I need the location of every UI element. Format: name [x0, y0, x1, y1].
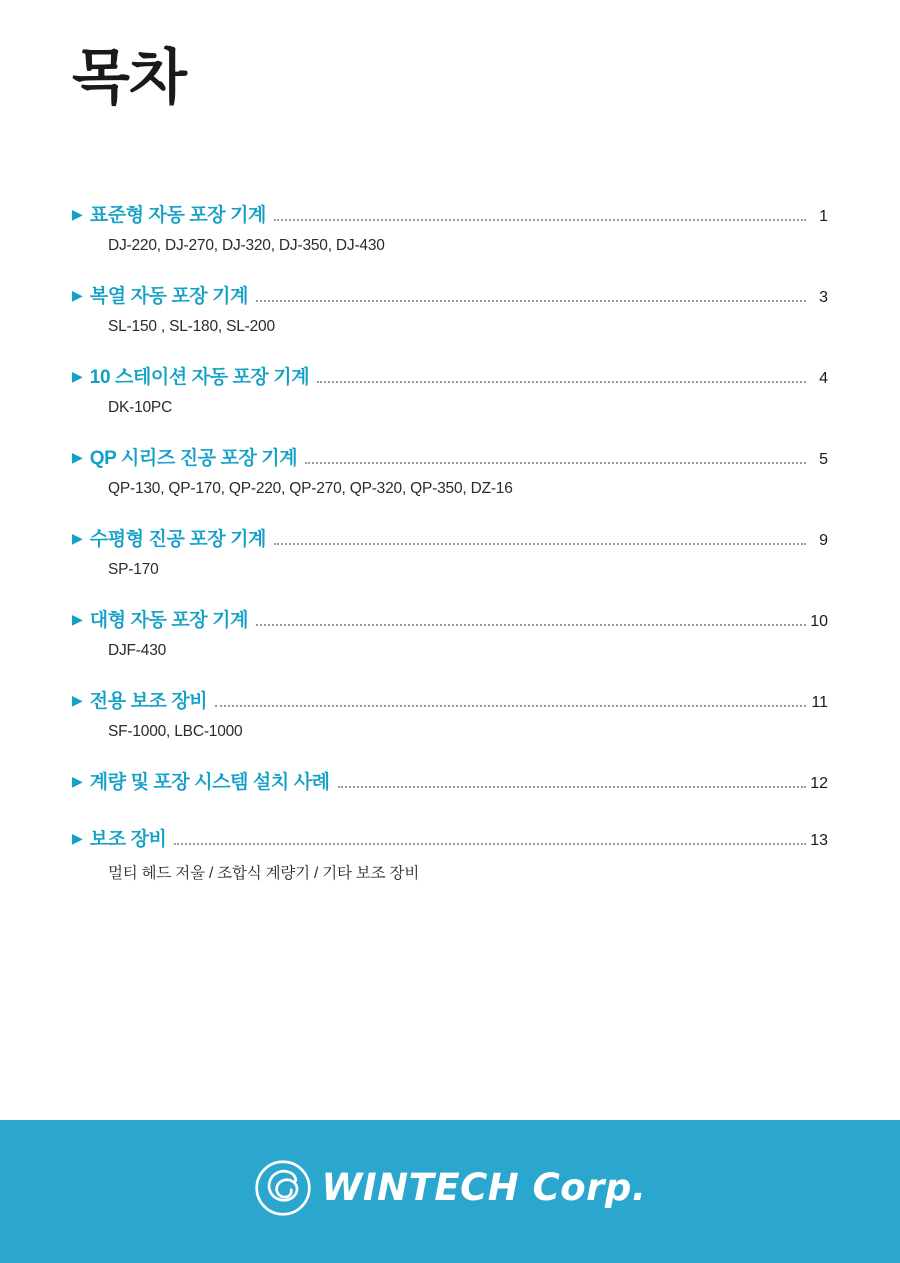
toc-entry: [72, 605, 828, 660]
toc-page-number: 9: [819, 532, 828, 549]
toc-leader-dots: [256, 299, 806, 302]
toc-page-number: 13: [810, 832, 828, 849]
toc-page-number: 12: [810, 775, 828, 792]
toc-entry: [72, 443, 828, 498]
toc-entry-label: 전용 보조 장비: [89, 691, 208, 712]
toc-entry-models: SP-170: [108, 561, 159, 578]
toc-entry-label: 10 스테이션 자동 포장 기계: [89, 367, 310, 388]
toc-entry-spacer: [72, 794, 828, 820]
toc-entry-row[interactable]: [72, 443, 828, 470]
triangle-right-icon: ▶: [72, 530, 83, 546]
toc-leader-dots: [305, 461, 806, 464]
triangle-right-icon: ▶: [72, 449, 83, 465]
toc-entry-row[interactable]: [72, 524, 828, 551]
toc-page-number: 1: [819, 208, 828, 225]
toc-entry: [72, 362, 828, 417]
toc-entry-models: DK-10PC: [108, 399, 173, 416]
toc-page-number: 11: [811, 694, 828, 711]
toc-entry-row[interactable]: [72, 767, 828, 794]
triangle-right-icon: ▶: [72, 611, 83, 627]
toc-entry-label: 계량 및 포장 시스템 설치 사례: [89, 772, 330, 793]
toc-entry-label: 복열 자동 포장 기계: [89, 286, 249, 307]
toc-entry-models: SL-150 , SL-180, SL-200: [108, 318, 275, 335]
toc-entry-row[interactable]: [72, 362, 828, 389]
logo-wordmark: WINTECH Corp.: [321, 1166, 647, 1209]
toc-entry: [72, 686, 828, 741]
page-footer: [0, 1120, 900, 1263]
triangle-right-icon: ▶: [72, 287, 83, 303]
toc-leader-dots: [215, 704, 806, 707]
triangle-right-icon: ▶: [72, 368, 83, 384]
toc-entry-label: 보조 장비: [89, 829, 167, 850]
toc-entry-row[interactable]: [72, 686, 828, 713]
toc-entry-label: QP 시리즈 진공 포장 기계: [89, 448, 298, 469]
toc-entry-models: DJ-220, DJ-270, DJ-320, DJ-350, DJ-430: [108, 237, 385, 254]
toc-leader-dots: [256, 623, 806, 626]
triangle-right-icon: ▶: [72, 773, 83, 789]
spiral-shell-icon: [254, 1159, 312, 1217]
toc-entry-models: DJF-430: [108, 642, 167, 659]
toc-leader-dots: [174, 842, 806, 845]
page-title: 목차: [72, 44, 186, 111]
toc-entry-row[interactable]: [72, 605, 828, 632]
triangle-right-icon: ▶: [72, 692, 83, 708]
table-of-contents: [72, 200, 828, 909]
toc-entry-models: QP-130, QP-170, QP-220, QP-270, QP-320, QP-350, DZ-16: [108, 480, 513, 497]
toc-entry-row[interactable]: [72, 281, 828, 308]
toc-entry: [72, 824, 828, 883]
toc-entry: [72, 767, 828, 820]
toc-leader-dots: [274, 542, 806, 545]
toc-entry: [72, 200, 828, 255]
toc-leader-dots: [338, 785, 806, 788]
toc-page-number: 4: [819, 370, 828, 387]
triangle-right-icon: ▶: [72, 830, 83, 846]
toc-entry-row[interactable]: [72, 200, 828, 227]
toc-leader-dots: [274, 218, 806, 221]
toc-entry: [72, 524, 828, 579]
toc-leader-dots: [317, 380, 806, 383]
toc-entry: [72, 281, 828, 336]
toc-page-number: 5: [819, 451, 828, 468]
toc-entry-label: 수평형 진공 포장 기계: [89, 529, 267, 550]
triangle-right-icon: ▶: [72, 206, 83, 222]
toc-page-number: 10: [810, 613, 828, 630]
toc-entry-models: SF-1000, LBC-1000: [108, 723, 243, 740]
toc-entry-label: 표준형 자동 포장 기계: [89, 205, 267, 226]
toc-entry-label: 대형 자동 포장 기계: [89, 610, 249, 631]
company-logo: [254, 1159, 647, 1217]
toc-page-number: 3: [819, 289, 828, 306]
toc-entry-models: 멀티 헤드 저울 / 조합식 계량기 / 기타 보조 장비: [108, 865, 420, 882]
toc-entry-row[interactable]: [72, 824, 828, 851]
